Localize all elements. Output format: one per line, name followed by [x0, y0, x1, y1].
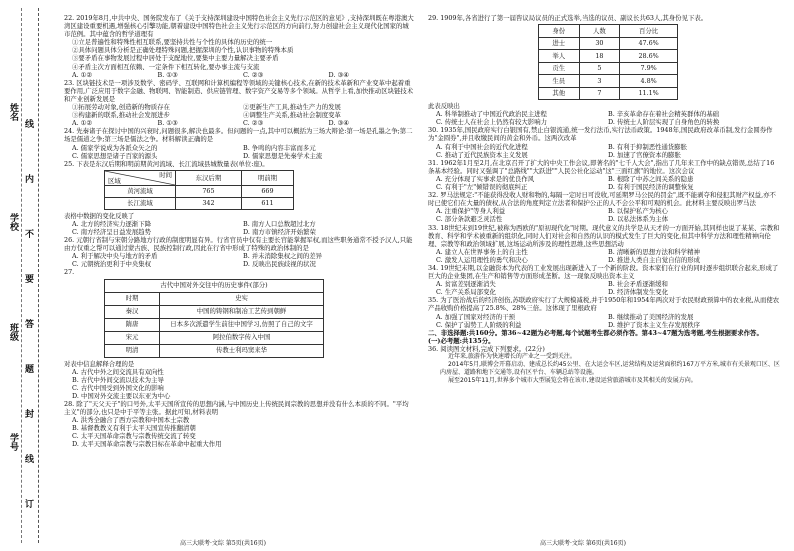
question-33 [428, 224, 780, 264]
table-cell: 611 [241, 197, 293, 209]
options [428, 175, 780, 191]
statement: ②具体问题具体分析是正确处理特殊问题,把握深圳的个性,认识事物的特殊本质 [72, 46, 294, 55]
corner-cell [105, 170, 176, 185]
option-a[interactable]: A. 充分体现了实事求是的优良作风 [436, 174, 535, 183]
option-b[interactable]: B. 基督教教义有利于太平天国宣传推翻清朝 [72, 424, 196, 433]
question-lead: 此表反映出 [428, 102, 460, 111]
table-cell: 11.1% [620, 87, 678, 100]
question-stem: 36. 阅读图文材料,完成下列要求。(22分) [428, 344, 545, 353]
question-36 [428, 345, 780, 385]
option-d[interactable]: D. 南方市镇经济开始繁荣 [243, 227, 316, 236]
table-header: 史实 [160, 292, 324, 305]
options [428, 143, 780, 159]
table-row [105, 318, 324, 331]
table-row [105, 185, 294, 197]
table-cell: 贡生 [539, 62, 580, 75]
option-b[interactable]: B. 根除了中苏之间关系的隐患 [608, 174, 694, 183]
table-cell: 28.6% [620, 50, 678, 63]
question-stem: 35. 为了医治战后的经济创伤,苏联政府实行了大规模减税,并于1950年和1954年两次对于农民财政预算中的农业税,从而使农产品收购价格提高了25.8%、28%三倍。这体现了里根政府 [428, 296, 780, 313]
option-a[interactable]: A. 古代中外之间交流具有双向性 [72, 367, 164, 376]
identity-table [538, 24, 678, 100]
table-header: 明前期 [241, 170, 293, 185]
option-b[interactable]: B. ①③ [157, 119, 178, 128]
question-34 [428, 264, 780, 296]
option-b[interactable]: B. 并未消除集权之间的差异 [243, 252, 323, 261]
option-c[interactable]: C. 生产关系局部变化 [436, 288, 496, 297]
material-paragraph: 近年来,旅游作为快速增长的产业之一受到关注。 [448, 353, 576, 360]
table-cell: 举人 [539, 50, 580, 63]
table-cell: 669 [241, 185, 293, 197]
options [428, 110, 780, 126]
statements [64, 103, 414, 119]
section-heading: 二、非选择题:共160分。第36~42题为必考题,每个试题考生都必须作答。第43~47题为选考题,考生根据要求作答。 [428, 328, 763, 337]
table-cell: 5 [579, 62, 620, 75]
table-cell: 其他 [539, 87, 580, 100]
question-30 [428, 126, 780, 158]
question-24 [64, 127, 414, 159]
question-lead: 表格中数据的变化反映了 [64, 211, 135, 220]
table-cell: 进士 [539, 37, 580, 50]
option-a[interactable]: A. ①② [72, 70, 93, 79]
question-stem: 27. [64, 268, 75, 277]
option-c[interactable]: C. 推动了近代民族资本主义发展 [436, 150, 528, 159]
option-d[interactable]: D. 推进人类自主自觉自信的形成 [608, 255, 701, 264]
table-row [105, 331, 324, 344]
option-a[interactable]: A. 注重保护"等身人利益 [436, 207, 506, 216]
option-b[interactable]: B. 争鸣的内容丰富而多元 [243, 143, 316, 152]
number-label: 学号 [8, 433, 18, 451]
option-c[interactable]: C. 儒家思想是诸子百家的源头 [72, 151, 158, 160]
corner-diagonal [105, 171, 175, 185]
seal-mark: 不 [25, 230, 35, 240]
class-label: 班级 [8, 323, 18, 341]
option-a[interactable]: A. 科举制推动了中国近代政治民主进程 [436, 110, 547, 119]
options [64, 252, 414, 268]
table-header: 东汉后期 [176, 170, 242, 185]
county-table [104, 170, 294, 210]
option-a[interactable]: A. 洪秀全融合了西方宗教和中国本土宗教 [72, 416, 190, 425]
question-stem: 30. 1935年,国民政府实行白银国有,禁止白银流通,统一发行法币,实行法币政策。1948年,国民政府改革币制,发行金圆券作为"金圆券",并且收缴民间的黄金和外币。这两次改革 [428, 126, 773, 143]
table-cell: 3 [579, 75, 620, 88]
table-cell: 隋唐 [105, 318, 160, 331]
table-cell: 18 [579, 50, 620, 63]
table-cell: 长江流域 [105, 197, 176, 209]
material-paragraph: 2014年5月,联博会开幕启动、建成总长约45公里、在大运会车区,运营结构及运营面积约167万平方米,城市有关景观口区、区内房屋、道路和地下交通等,设有区平台、车辆总站等设施。 [440, 361, 780, 377]
seal-mark: 线 [25, 455, 35, 465]
option-a[interactable]: A. 有利于中国社会的近代化进程 [436, 142, 528, 151]
option-b[interactable]: B. 南方人口总数超过北方 [243, 219, 316, 228]
question-23 [64, 79, 414, 128]
option-d[interactable]: D. 加速了官僚资本的膨胀 [608, 150, 681, 159]
option-a[interactable]: A. 加强了国家对经济的干预 [436, 312, 515, 321]
school-label: 学校 [8, 213, 18, 231]
option-b[interactable]: B. 社会矛盾逐渐缓和 [608, 280, 668, 289]
right-column [428, 14, 780, 385]
question-22 [64, 14, 414, 79]
statement: ②更新生产工具,推动生产力的发展 [243, 103, 341, 112]
table-cell: 765 [176, 185, 242, 197]
table-cell: 47.6% [620, 37, 678, 50]
option-b[interactable]: B. 以保护私产为核心 [608, 207, 668, 216]
option-b[interactable]: B. 辛亥革命存在着社会精英群体的基础 [608, 110, 720, 119]
table-cell: 阿拉伯数字传入中国 [160, 331, 324, 344]
option-c[interactable]: C. 传统士人在社会上仍然有较大影响力 [436, 118, 547, 127]
option-d[interactable]: D. 太平天国革命宗教与宗教目标在革命中起重大作用 [72, 440, 222, 449]
question-stem: 32. 罗马法规定:"不能获得没收人财和物的,每隔一定时日可没收,可延期罗马公民的罚金",既不能剥夺和侵犯其财产权益,亦不时已使它们在大量的债权,从合法的角度判定立法者和保护公正的人不会公平和可观的机会。此材料主要反映出罗马法 [428, 191, 776, 208]
table-row [539, 50, 678, 63]
option-b[interactable]: B. ①③ [157, 70, 178, 79]
table-row [539, 62, 678, 75]
option-c[interactable]: C. 激发人运用理性的勇气和决心 [436, 255, 528, 264]
question-28 [64, 400, 414, 449]
seal-line [38, 8, 39, 543]
option-c[interactable]: C. 太平天国革命宗教与宗教传统交流了转变 [72, 432, 196, 441]
table-row [539, 37, 678, 50]
question-stem: 34. 19世纪末期,以金融资本为代表的工业发展出现新进入了一个新的阶段。资本家们在行业的同时逐步组织联合起来,形成了巨大的企业集团,在生产和销售等方面形成垄断。这一现象反映出资本主义 [428, 263, 779, 281]
subsection-heading: (一)必考题:共135分。 [428, 336, 495, 345]
page-footer: 高三大联考·文综 第6页(共16页) [540, 540, 626, 547]
option-a[interactable]: A. 儒家学说成为各派众矢之的 [72, 143, 158, 152]
seal-mark: 要 [25, 275, 35, 285]
option-d[interactable]: D. 儒家思想是先秦学术主流 [243, 151, 323, 160]
seal-mark: 封 [25, 410, 35, 420]
option-d[interactable]: D. 经济体制发生变化 [608, 288, 669, 297]
table-cell: 明清 [105, 344, 160, 357]
table-row [539, 87, 678, 100]
option-a[interactable]: A. 北方的经济实力逐渐下降 [72, 219, 151, 228]
table-cell: 宋元 [105, 331, 160, 344]
option-b[interactable]: B. 继续推动了美国经济的发展 [608, 312, 694, 321]
left-column [64, 14, 414, 449]
option-c[interactable]: C. 古代中国受到外国文化的影响 [72, 383, 164, 392]
question-32 [428, 191, 780, 223]
table-cell: 7.9% [620, 62, 678, 75]
option-c[interactable]: C. ②③ [243, 119, 264, 128]
option-d[interactable]: D. 有利于国民经济的调整恢复 [608, 183, 694, 192]
table-cell: 黄河流域 [105, 185, 176, 197]
corner-bottom: 区域 [108, 176, 121, 185]
table-cell: 传教士利玛窦来华 [160, 344, 324, 357]
seal-mark: 内 [25, 175, 35, 185]
option-d[interactable]: D. 传统士人阶层实现了自身角色的转换 [608, 118, 720, 127]
page-footer: 高三大联考·文综 第5页(共16页) [180, 540, 266, 547]
name-label: 姓名 [8, 103, 18, 121]
question-stem: 25. 下表是东汉后期和明前期黄河流域、长江流域县城数量表(单位:座)。 [64, 159, 269, 168]
option-d[interactable]: D. 维护了资本主义生存发展秩序 [608, 320, 701, 329]
question-35 [428, 296, 780, 328]
option-c[interactable]: C. 元朝统治更利于中央集权 [72, 260, 152, 269]
material-paragraph: 展至2015年11月,世界多个城市大型展览会将在该市,建设运营旅游城市及其相关的发展方向。 [448, 377, 697, 385]
question-stem: 22. 2019年8月,中共中央、国务院发布了《关于支持深圳建设中国特色社会主义先行示范区的意见》,支持深圳既在粤港澳大湾区建设重要机遇,增强核心引擎功能,朝着建设中国特色社会主义先行示范区的方向前行,努力创建社会主义现代化国家的城市范例。其中蕴含的哲学道理有 [64, 14, 414, 39]
table-cell: 30 [579, 37, 620, 50]
question-29 [428, 14, 780, 126]
options [64, 144, 414, 160]
seal-mark: 线 [25, 120, 35, 130]
table-cell: 4.8% [620, 75, 678, 88]
question-stem: 26. 元朝行省制与宋朝分路地方行政的制度明显有异。行省官员中仅有主要长官能掌握军权,而这些职务通常不授予汉人,只能由方仅重之帮可以通过蒙古族、民族控制行政,因此在行省中形成了特殊的政治体制的是 [64, 236, 413, 253]
option-d[interactable]: D. ③④ [328, 119, 349, 128]
table-cell: 秦汉 [105, 305, 160, 318]
table-cell: 生员 [539, 75, 580, 88]
option-c[interactable]: C. ②③ [243, 70, 264, 79]
option-b[interactable]: B. 有利于抑制恶性通货膨胀 [608, 142, 688, 151]
option-d[interactable]: D. ③④ [328, 70, 349, 79]
question-stem: 23. 区块链技术是一项涉及数学、密码学、互联网和计算机编程等领域的关键核心技术,在新的技术革新和产业变革中起着重要作用,广泛应用于数字金融、物联网、智能制造、供应链管理、数字资产交易等多个领域。从哲学上看,加快推动区块链技术和产业创新发展是 [64, 78, 414, 103]
table-header: 人数 [579, 25, 620, 38]
student-info-strip [3, 8, 22, 543]
option-b[interactable]: B. 清晰新的思想方法和科学精神 [608, 247, 700, 256]
table-cell: 日本多次派遣学生前往中国学习,仿照了自己的文字 [160, 318, 324, 331]
options [64, 220, 414, 236]
table-title: 古代中国对外交往中的历史事件(部分) [105, 279, 324, 292]
seal-mark: 订 [25, 500, 35, 510]
option-b[interactable]: B. 古代中外间交流以技术为主导 [72, 375, 164, 384]
options [428, 207, 780, 223]
option-c[interactable]: C. 有利于"左"倾错误的彻底纠正 [436, 183, 528, 192]
option-a[interactable]: A. 贫富差别逐渐消失 [436, 280, 496, 289]
seal-mark: 答 [25, 320, 35, 330]
statement: ③构建新的联系,推动社会发展进步 [72, 111, 170, 120]
question-lead: 对表中信息解释合理的是 [64, 359, 135, 368]
statement: ④调整生产关系,推动社会制度变革 [243, 111, 341, 120]
options [64, 71, 414, 79]
table-header: 百分比 [620, 25, 678, 38]
seal-mark: 题 [25, 365, 35, 375]
question-27 [64, 268, 414, 400]
option-c[interactable]: C. 南方经济呈日益发展趋势 [72, 227, 152, 236]
question-stem: 28. 除了"天父天子"的口号外,太平天国所宣传的思想内涵,与中国历史上传统民间宗教的思想并没有什么本质的不同。"平均主义"的部分,也只是中于平等主张。据此可知,材料表明 [64, 400, 409, 417]
table-row [105, 197, 294, 209]
corner-top: 时间 [159, 170, 172, 179]
option-a[interactable]: A. 建立人在世界事务上的自主性 [436, 247, 528, 256]
binding-margin [0, 0, 48, 551]
question-stem: 29. 1909年,各省进行了第一届咨议局议员的正式选举,当选的议员、副议长共63人,其身份见下表。 [428, 14, 708, 22]
table-header: 身份 [539, 25, 580, 38]
statement: ④矛盾主次方面相互依赖、一定条件下相互转化,要办事主流与支流 [72, 62, 260, 71]
options [428, 248, 780, 264]
option-a[interactable]: A. ①② [72, 119, 93, 128]
table-cell: 中国的铸钢和制冶工艺传到朝鲜 [160, 305, 324, 318]
statement: ①立足普遍性和特殊性相互联系,要坚持共性与个性的具体的历史的统一 [72, 38, 273, 47]
table-cell: 7 [579, 87, 620, 100]
table-row [105, 305, 324, 318]
question-stem: 24. 先秦诸子在探讨中国的兴衰时,问题很多,解决也最多。但问题的一点,其中可以概括为三场大辩论:第一场是孔墨之争;第二场是儒道之争;第三场是儒法之争。材料解读正确的是 [64, 127, 413, 144]
statement: ①拓展劳动对象,创造新的物质存在 [72, 103, 170, 112]
options [428, 280, 780, 296]
options [428, 313, 780, 329]
option-a[interactable]: A. 利于解决中央与地方的矛盾 [72, 252, 158, 261]
table-row [105, 344, 324, 357]
option-d[interactable]: D. 以私法体系为主体 [608, 215, 669, 224]
table-header: 时期 [105, 292, 160, 305]
option-d[interactable]: D. 反映出民族歧视的状况 [243, 260, 316, 269]
table-cell: 342 [176, 197, 242, 209]
option-c[interactable]: C. 保护了弱势工人阶级的利益 [436, 320, 522, 329]
option-d[interactable]: D. 中国对外交流主要以东亚为中心 [72, 391, 171, 400]
table-row [539, 75, 678, 88]
question-31 [428, 159, 780, 191]
option-c[interactable]: C. 部分条款避乏灵活性 [436, 215, 503, 224]
question-stem: 31. 1962年1月至2月,在北京召开了扩大的中央工作会议,即著名的"七千人大会",指出了几年来工作中的缺点错误,总结了16条基本经验。同时又强调了"总路线""大跃进""人民公社化运动"这"三面红旗"的地位。这次会议 [428, 158, 775, 175]
question-25 [64, 160, 414, 236]
exchange-table [104, 279, 324, 358]
question-26 [64, 236, 414, 268]
question-stem: 33. 18世纪末到19世纪,被称为西欧的"原初现代化"时期。现代意义的共学是从天才的一方面开始,其同样也说了某某、宗教和教育、科学和学术被重新的组织化,同时人们对社会和自然的认识的模式发生了巨大的变化,但其中科学方法和理性精神向伦理、宗教等和政治领域扩展,这场运动所涉及的理性思维,这些思想活动 [428, 223, 780, 248]
statement: ③要矛盾在事物发展过程中居处于支配地位,要集中主要力量解决主要矛盾 [72, 54, 279, 63]
